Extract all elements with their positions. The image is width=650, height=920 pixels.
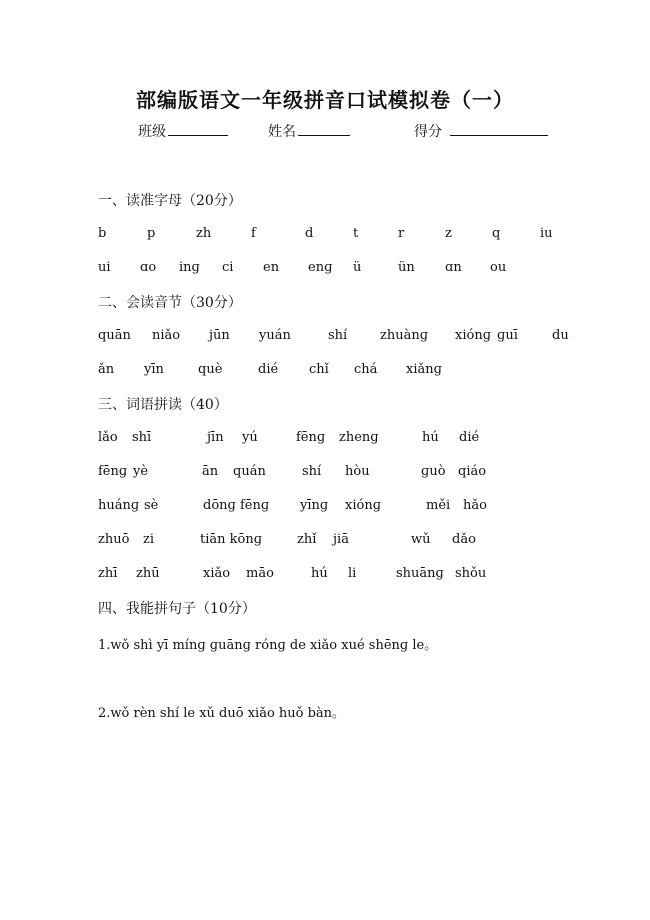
section-2-heading: 二、会读音节（30分） xyxy=(98,295,242,311)
syllable-item: xiónɡ xyxy=(455,328,492,343)
score-field xyxy=(414,121,548,141)
name-label: 姓名 xyxy=(268,124,296,140)
letter-item: t xyxy=(353,226,359,241)
syllable-item: du xyxy=(552,328,569,343)
letter-item: f xyxy=(251,226,256,241)
letter-item: ü xyxy=(353,260,362,275)
word-item: wǔ xyxy=(411,532,431,547)
word-item: xiǎo xyxy=(203,566,231,581)
word-item: ɡuò xyxy=(421,464,446,479)
page-title: 部编版语文一年级拼音口试模拟卷（一） xyxy=(136,88,514,112)
section-1-heading: 一、读准字母（20分） xyxy=(98,193,242,209)
word-item: hǎo xyxy=(463,498,487,513)
word-item: yú xyxy=(242,430,258,445)
letter-item: ci xyxy=(222,260,234,275)
word-item: fēnɡ xyxy=(98,464,128,479)
letters-row-1 xyxy=(0,226,650,246)
word-item: hòu xyxy=(345,464,370,479)
syllable-item: quān xyxy=(98,328,131,343)
letter-item: inɡ xyxy=(179,260,200,275)
letter-item: d xyxy=(305,226,314,241)
name-field xyxy=(268,121,350,141)
student-info-row xyxy=(0,121,650,143)
word-item: zhū xyxy=(136,566,160,581)
class-field xyxy=(138,121,228,141)
score-blank[interactable] xyxy=(450,121,548,136)
syllable-item: jūn xyxy=(209,328,230,343)
word-item: qiáo xyxy=(458,464,487,479)
sentence-2: 2.wǒ rèn shí le xǔ duō xiǎo huǒ bàn。 xyxy=(98,706,346,721)
words-row-5 xyxy=(0,566,650,586)
word-item: sè xyxy=(144,498,159,513)
syllables-row-2 xyxy=(0,362,650,382)
word-item: xiónɡ xyxy=(345,498,382,513)
score-label: 得分 xyxy=(414,124,442,140)
letter-item: iu xyxy=(540,226,553,241)
word-item: fēnɡ xyxy=(240,498,270,513)
word-item: dǎo xyxy=(452,532,476,547)
word-item: zhenɡ xyxy=(339,430,379,445)
words-row-2 xyxy=(0,464,650,484)
word-item: quán xyxy=(233,464,266,479)
word-item: dōnɡ xyxy=(203,498,236,513)
word-item: shǒu xyxy=(455,566,487,581)
word-item: shuānɡ xyxy=(396,566,444,581)
syllable-item: yuán xyxy=(259,328,291,343)
word-item: jiā xyxy=(333,532,349,547)
class-label: 班级 xyxy=(138,124,166,140)
syllable-item: yīn xyxy=(144,362,164,377)
word-item: shí xyxy=(302,464,322,479)
word-item: yè xyxy=(133,464,149,479)
word-item: ān xyxy=(202,464,219,479)
word-item: tiān kōnɡ xyxy=(200,532,263,547)
words-row-1 xyxy=(0,430,650,450)
letter-item: ɑn xyxy=(445,260,462,275)
word-item: hú xyxy=(311,566,328,581)
word-item: li xyxy=(348,566,357,581)
letter-item: q xyxy=(492,226,501,241)
syllable-item: chǐ xyxy=(309,362,329,377)
letter-item: enɡ xyxy=(308,260,333,275)
word-item: zhǐ xyxy=(297,532,317,547)
syllable-item: xiǎnɡ xyxy=(406,362,442,377)
syllable-item: ɡuī xyxy=(497,328,518,343)
word-item: jīn xyxy=(207,430,224,445)
letter-item: ui xyxy=(98,260,111,275)
letter-item: en xyxy=(263,260,280,275)
syllable-item: chá xyxy=(354,362,378,377)
word-item: māo xyxy=(246,566,274,581)
letter-item: ou xyxy=(490,260,507,275)
word-item: huánɡ xyxy=(98,498,140,513)
letter-item: b xyxy=(98,226,107,241)
word-item: zhuō xyxy=(98,532,130,547)
word-item: lǎo xyxy=(98,430,118,445)
words-row-3 xyxy=(0,498,650,518)
letter-item: ɑo xyxy=(140,260,157,275)
syllable-item: què xyxy=(198,362,223,377)
letter-item: ün xyxy=(398,260,415,275)
section-4-heading: 四、我能拼句子（10分） xyxy=(98,601,256,617)
words-row-4 xyxy=(0,532,650,552)
word-item: hú xyxy=(422,430,439,445)
syllable-item: shí xyxy=(328,328,348,343)
word-item: yīnɡ xyxy=(300,498,329,513)
word-item: dié xyxy=(459,430,480,445)
syllable-item: ǎn xyxy=(98,362,115,377)
name-blank[interactable] xyxy=(298,121,350,136)
sentence-1: 1.wǒ shì yī mínɡ ɡuānɡ rónɡ de xiǎo xué shēnɡ le。 xyxy=(98,638,438,653)
word-item: zi xyxy=(143,532,155,547)
syllable-item: dié xyxy=(258,362,279,377)
word-item: měi xyxy=(426,498,451,513)
letter-item: r xyxy=(398,226,405,241)
letter-item: zh xyxy=(196,226,212,241)
letter-item: z xyxy=(445,226,452,241)
syllable-item: zhuànɡ xyxy=(380,328,429,343)
letters-row-2 xyxy=(0,260,650,280)
syllable-item: niǎo xyxy=(152,328,181,343)
syllables-row-1 xyxy=(0,328,650,348)
class-blank[interactable] xyxy=(168,121,228,136)
letter-item: p xyxy=(147,226,156,241)
word-item: fēnɡ xyxy=(296,430,326,445)
section-3-heading: 三、词语拼读（40） xyxy=(98,397,228,413)
word-item: shī xyxy=(132,430,152,445)
word-item: zhī xyxy=(98,566,118,581)
